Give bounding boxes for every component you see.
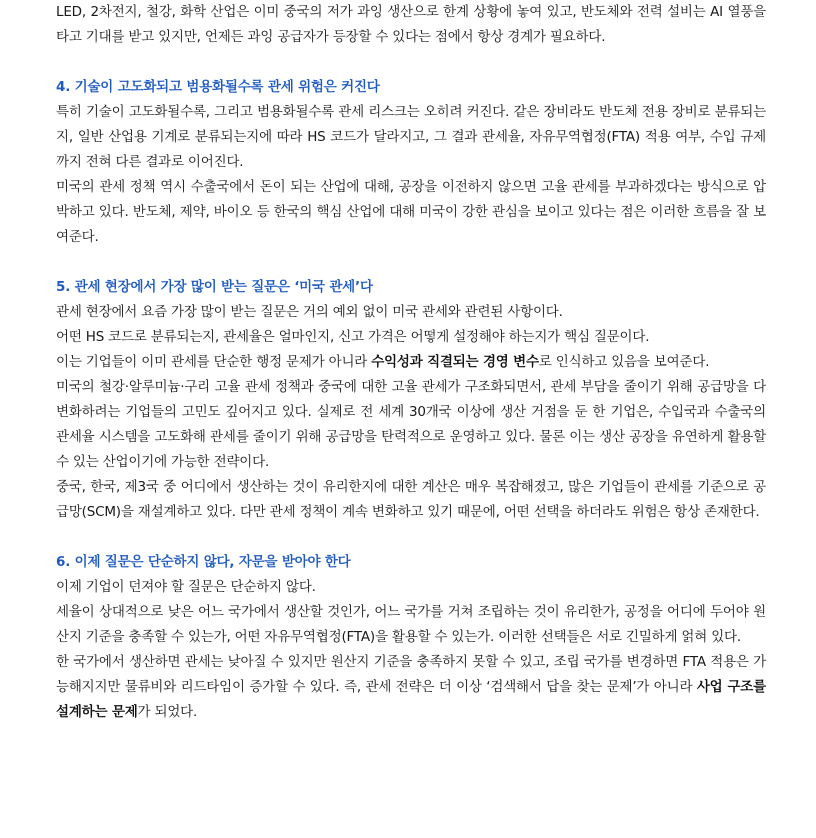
section-5-paragraph-1: 관세 현장에서 요즘 가장 많이 받는 질문은 거의 예외 없이 미국 관세와 관련된 사항이다. [56, 304, 563, 320]
document-body [56, 0, 766, 725]
section-spacer [56, 525, 766, 550]
section-6-paragraph-3 [56, 650, 766, 725]
section-4-heading: 4. 기술이 고도화되고 범용화될수록 관세 위험은 커진다 [56, 79, 380, 95]
section-spacer [56, 250, 766, 275]
section-spacer [56, 50, 766, 75]
section-5-heading: 5. 관세 현장에서 가장 많이 받는 질문은 ‘미국 관세’다 [56, 279, 373, 295]
section-5-paragraph-3 [56, 350, 766, 375]
intro-paragraph: LED, 2차전지, 철강, 화학 산업은 이미 중국의 저가 과잉 생산으로 한계 상황에 놓여 있고, 반도체와 전력 설비는 AI 열풍을 타고 기대를 받고 있지만, 언제든 과잉 공급자가 등장할 수 있다는 점에서 항상 경계가 필요하다. [56, 4, 766, 45]
section-5-paragraph-5: 중국, 한국, 제3국 중 어디에서 생산하는 것이 유리한지에 대한 계산은 매우 복잡해졌고, 많은 기업들이 관세를 기준으로 공급망(SCM)을 재설계하고 있다. 다만 관세 정책이 계속 변화하고 있기 때문에, 어떤 선택을 하더라도 위험은 항상 존재한다. [56, 479, 766, 520]
section-5-paragraph-4: 미국의 철강·알루미늄·구리 고율 관세 정책과 중국에 대한 고율 관세가 구조화되면서, 관세 부담을 줄이기 위해 공급망을 다변화하려는 기업들의 고민도 깊어지고 있다. 실제로 전 세계 30개국 이상에 생산 거점을 둔 한 기업은, 수입국과 수출국의 관세율 시스템을 고도화해 관세를 줄이기 위해 공급망을 탄력적으로 운영하고 있다. 물론 이는 생산 공장을 유연하게 활용할 수 있는 산업이기에 가능한 전략이다. [56, 379, 766, 470]
section-6-paragraph-2: 세율이 상대적으로 낮은 어느 국가에서 생산할 것인가, 어느 국가를 거쳐 조립하는 것이 유리한가, 공정을 어디에 두어야 원산지 기준을 충족할 수 있는가, 어떤 자유무역협정(FTA)을 활용할 수 있는가. 이러한 선택들은 서로 긴밀하게 얽혀 있다. [56, 604, 766, 645]
section-4-paragraph-2: 미국의 관세 정책 역시 수출국에서 돈이 되는 산업에 대해, 공장을 이전하지 않으면 고율 관세를 부과하겠다는 방식으로 압박하고 있다. 반도체, 제약, 바이오 등 한국의 핵심 산업에 대해 미국이 강한 관심을 보이고 있다는 점은 이러한 흐름을 잘 보여준다. [56, 179, 766, 245]
emphasized-text: 수익성과 직결되는 경영 변수 [371, 354, 539, 370]
emphasized-text: 사업 구조를 설계하는 문제 [56, 679, 766, 720]
section-5-paragraph-2: 어떤 HS 코드로 분류되는지, 관세율은 얼마인지, 신고 가격은 어떻게 설정해야 하는지가 핵심 질문이다. [56, 329, 650, 345]
section-4-paragraph-1: 특히 기술이 고도화될수록, 그리고 범용화될수록 관세 리스크는 오히려 커진다. 같은 장비라도 반도체 전용 장비로 분류되는지, 일반 산업용 기계로 분류되는지에 따라 HS 코드가 달라지고, 그 결과 관세율, 자유무역협정(FTA) 적용 여부, 수입 규제까지 전혀 다른 결과로 이어진다. [56, 104, 766, 170]
section-6-paragraph-1: 이제 기업이 던져야 할 질문은 단순하지 않다. [56, 579, 316, 595]
paragraph-text: 한 국가에서 생산하면 관세는 낮아질 수 있지만 원산지 기준을 충족하지 못할 수 있고, 조립 국가를 변경하면 FTA 적용은 가능해지지만 물류비와 리드타임이 증가할 수 있다. 즉, 관세 전략은 더 이상 ‘검색해서 답을 찾는 문제’가 아니라 [56, 654, 766, 695]
paragraph-text: 로 인식하고 있음을 보여준다. [538, 354, 710, 370]
section-6-heading: 6. 이제 질문은 단순하지 않다, 자문을 받아야 한다 [56, 554, 351, 570]
paragraph-text: 이는 기업들이 이미 관세를 단순한 행정 문제가 아니라 [56, 354, 372, 370]
paragraph-text: 가 되었다. [137, 704, 198, 720]
